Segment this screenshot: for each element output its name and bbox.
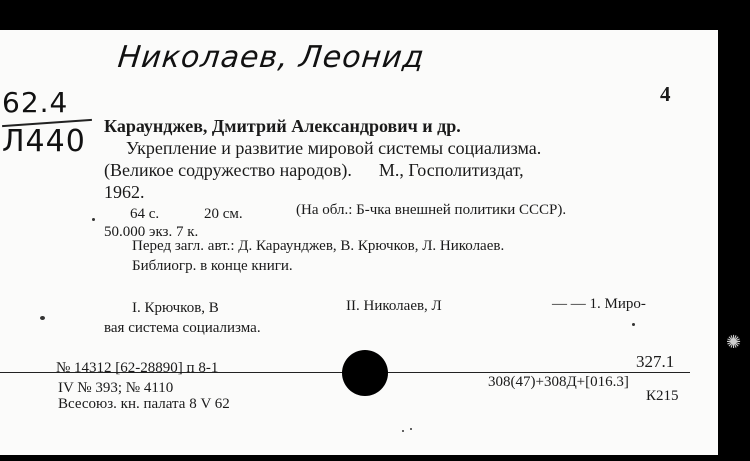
title-line-3: 1962. [104,182,145,202]
tracing-3: — — 1. Миро- [552,296,646,312]
card-number: 4 [660,82,671,106]
book-chamber: Всесоюз. кн. палата 8 V 62 [58,396,230,412]
note-bibliography: Библиогр. в конце книги. [132,258,293,274]
bbk-index: 308(47)+308Д+[016.3] [488,374,629,390]
physical-pages: 64 с. [130,206,160,222]
speck [410,428,412,430]
author-heading: Караунджев, Дмитрий Александрович и др. [104,116,461,136]
title-line-2: (Великое содружество народов). М., Госполитиздат, [104,160,524,180]
tracing-4: вая система социализма. [104,320,261,336]
print-run: 50.000 экз. 7 к. [104,224,199,240]
scan-artifact-icon: ✺ [726,332,742,352]
speck [632,323,635,326]
author-mark: К215 [646,388,679,404]
registration-number: № 14312 [62-28890] п 8-1 [56,360,219,376]
title-line-1: Укрепление и развитие мировой системы социализма. [126,138,542,158]
tracing-1: I. Крючков, В [132,300,219,316]
note-authors: Перед загл. авт.: Д. Караунджев, В. Крючков, Л. Николаев. [132,238,505,254]
handwritten-author-name: Николаев, Леонид [116,40,427,75]
speck [92,218,95,221]
handwritten-shelfmark-bottom: Л440 [2,124,86,159]
speck [402,430,404,432]
iv-number: IV № 393; № 4110 [58,380,174,396]
scan-border [718,0,750,461]
series-note: (На обл.: Б-чка внешней политики СССР). [296,202,567,218]
physical-size: 20 см. [204,206,243,222]
ink-blot [342,350,388,396]
udc-number: 327.1 [636,352,675,371]
tracing-2: II. Николаев, Л [346,298,442,314]
speck [40,316,45,320]
handwritten-shelfmark-top: 62.4 [2,86,69,119]
